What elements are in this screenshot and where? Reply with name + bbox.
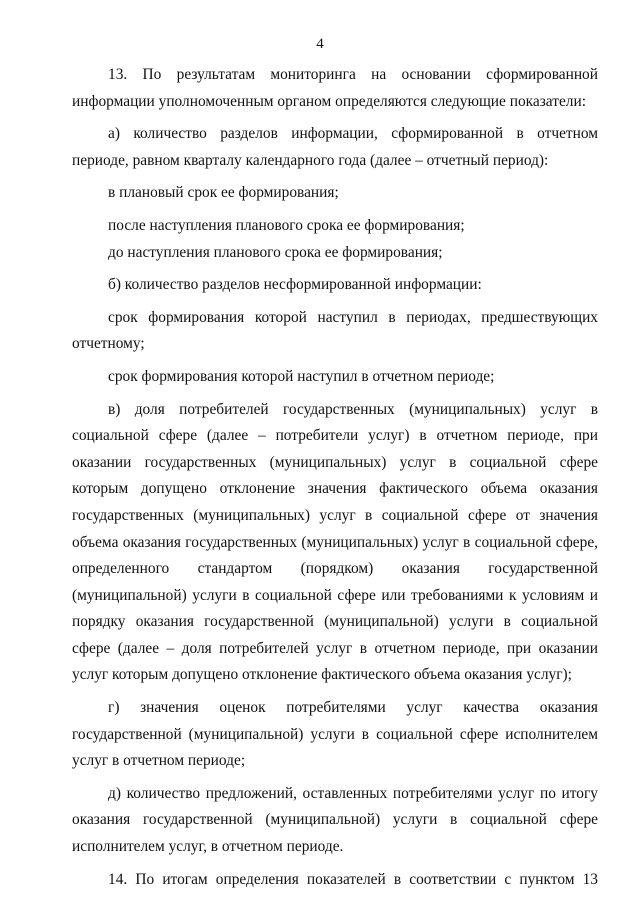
paragraph-13b: б) количество разделов несформированной информации:	[108, 276, 482, 294]
paragraph-13d: д) количество предложений, оставленных потребителями услуг по итогу оказания государственной (муниципальной) услуги в социальной сфере исполнителем услуг, в отчетном периоде.	[72, 784, 598, 856]
list-item: срок формирования которой наступил в отчетном периоде;	[108, 367, 495, 385]
paragraph-13: 13. По результатам мониторинга на основании сформированной информации уполномоченным органом определяются следующие показатели:	[72, 66, 598, 110]
list-item: до наступления планового срока ее формирования;	[108, 243, 443, 261]
list-item: после наступления планового срока ее формирования;	[108, 216, 465, 234]
paragraph-13g: г) значения оценок потребителями услуг качества оказания государственной (муниципальной) услуги в социальной сфере исполнителем услуг в отчетном периоде;	[72, 699, 598, 770]
paragraph-13v: в) доля потребителей государственных (муниципальных) услуг в социальной сфере (далее – потребители услуг) в отчетном периоде, при оказании государственных (муниципальных) услуг в социальной сфере которым допущено отклонение значения фактического объема оказания государственных (муниципальных) услуг в социальной сфере от значения объема оказания государственных (муниципальных) услуг в социальной сфере, определенного стандартом (порядком) оказания государственной (муниципальной) услуги в социальной сфере или требованиями к условиям и порядку оказания государственной (муниципальной) услуги в социальной сфере (далее – доля потребителей услуг в отчетном периоде, при оказании услуг которым допущено отклонение фактического объема оказания услуг);	[72, 400, 598, 684]
list-item: срок формирования которой наступил в периодах, предшествующих отчетному;	[72, 308, 598, 353]
document-body	[72, 62, 598, 893]
list-item: в плановый срок ее формирования;	[108, 184, 339, 202]
paragraph-14: 14. По итогам определения показателей в соответствии с пунктом 13	[108, 870, 598, 888]
page-number: 4	[316, 36, 324, 52]
paragraph-13a: а) количество разделов информации, сформированной в отчетном периоде, равном кварталу календарного года (далее – отчетный период):	[72, 125, 598, 169]
